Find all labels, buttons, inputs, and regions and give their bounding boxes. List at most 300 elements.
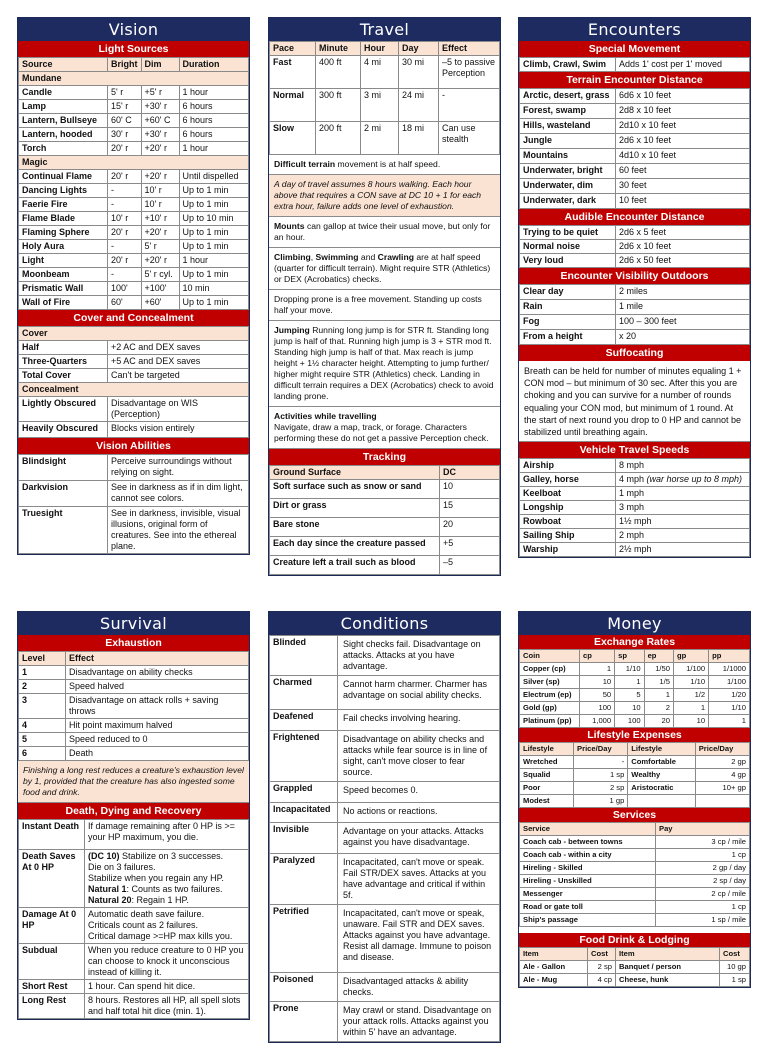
- table-cell: 2 gp / day: [656, 862, 750, 875]
- vision-abilities-table: [18, 454, 249, 554]
- table-row: [19, 455, 249, 481]
- table-cell: Up to 1 min: [179, 268, 249, 282]
- suffocating-heading: Suffocating: [519, 345, 750, 361]
- table-cell: 18 mi: [399, 122, 439, 155]
- condition-row: [270, 731, 500, 782]
- table-row: [520, 300, 750, 315]
- condition-effect: May crawl or stand. Disadvantage on your attack rolls. Attacks against you within 5' have an advantage.: [338, 1002, 500, 1042]
- cover-heading: Cover and Concealment: [18, 310, 249, 326]
- table-cell: 20' r: [108, 142, 142, 156]
- table-cell: Truesight: [19, 507, 108, 554]
- table-cell: 1 hour: [179, 142, 249, 156]
- column-header: Cost: [588, 948, 616, 961]
- table-cell: 10: [580, 676, 615, 689]
- table-row: [520, 974, 750, 987]
- category-label: Cover: [19, 327, 249, 341]
- column-header: cp: [580, 650, 615, 663]
- table-cell: Climb, Crawl, Swim: [520, 58, 616, 72]
- table-cell: 15: [440, 499, 500, 518]
- table-row: [520, 849, 750, 862]
- table-cell: 30' r: [108, 128, 142, 142]
- table-cell: Trying to be quiet: [520, 226, 616, 240]
- table-row: [520, 473, 750, 487]
- table-cell: 1 mile: [616, 300, 750, 315]
- visibility-heading: Encounter Visibility Outdoors: [519, 268, 750, 284]
- table-row: [520, 58, 750, 72]
- table-row: [520, 285, 750, 300]
- forced-march-note: A day of travel assumes 8 hours walking. Each hour above that requires a CON save at DC 10 + 1 for each extra hour, failure adds one level of exhaustion.: [269, 175, 500, 217]
- column-header: DC: [440, 466, 500, 480]
- table-cell: 60' C: [108, 114, 142, 128]
- table-cell: +60' C: [141, 114, 179, 128]
- table-cell: Squalid: [520, 769, 574, 782]
- difficult-terrain-text: Difficult terrain movement is at half speed.: [269, 155, 500, 175]
- table-cell: Disadvantage on WIS (Perception): [108, 397, 249, 422]
- table-row: [520, 663, 750, 676]
- food-heading: Food Drink & Lodging: [519, 933, 750, 947]
- table-cell: +20' r: [141, 142, 179, 156]
- death-table: [18, 819, 249, 1019]
- speed-value: 2½ mph: [619, 544, 652, 555]
- table-cell: 4: [19, 719, 66, 733]
- table-header-row: [520, 823, 750, 836]
- vision-panel: [17, 17, 250, 555]
- table-row: [520, 315, 750, 330]
- table-cell: [628, 795, 695, 808]
- condition-row: [270, 782, 500, 803]
- table-cell: 10 feet: [616, 194, 750, 209]
- cover-table: [18, 326, 249, 438]
- table-row: [520, 769, 750, 782]
- table-cell: +5: [440, 537, 500, 556]
- table-cell: +20' r: [141, 226, 179, 240]
- condition-effect: No actions or reactions.: [338, 803, 500, 823]
- table-cell: 1/5: [644, 676, 673, 689]
- condition-name: Paralyzed: [270, 854, 338, 905]
- table-row: [520, 961, 750, 974]
- table-cell: 4 mi: [361, 56, 399, 89]
- table-cell: Disadvantage on attack rolls + saving throws: [66, 694, 249, 719]
- table-cell: Clear day: [520, 285, 616, 300]
- table-cell: Hireling - Skilled: [520, 862, 656, 875]
- table-row: [270, 89, 500, 122]
- table-cell: Longship: [520, 501, 616, 515]
- table-row: [520, 689, 750, 702]
- condition-effect: Incapacitated, can't move or speak. Fail STR/DEX saves. Attacks at you have advantage and critical if within 5f.: [338, 854, 500, 905]
- table-cell: Bare stone: [270, 518, 440, 537]
- table-cell: See in darkness as if in dim light, cannot see colors.: [108, 481, 249, 507]
- table-cell: -: [439, 89, 500, 122]
- prone-text: Dropping prone is a free movement. Standing up costs half your move.: [269, 290, 500, 321]
- table-cell: Ale - Gallon: [520, 961, 588, 974]
- table-cell: +60': [141, 296, 179, 310]
- vision-abilities-heading: Vision Abilities: [18, 438, 249, 454]
- table-row: [520, 782, 750, 795]
- table-cell: Prismatic Wall: [19, 282, 108, 296]
- table-cell: Rain: [520, 300, 616, 315]
- table-cell: 2 cp / mile: [656, 888, 750, 901]
- table-cell: +30' r: [141, 100, 179, 114]
- table-cell: 4 cp: [588, 974, 616, 987]
- column-header: Item: [616, 948, 720, 961]
- table-cell: 50: [580, 689, 615, 702]
- table-cell: Each day since the creature passed: [270, 537, 440, 556]
- table-cell: Coach cab - between towns: [520, 836, 656, 849]
- table-cell: Speed halved: [66, 680, 249, 694]
- table-cell: 2 gp: [695, 756, 749, 769]
- special-movement-heading: Special Movement: [519, 41, 750, 57]
- table-cell: Death: [66, 747, 249, 761]
- table-cell: 10: [673, 715, 708, 728]
- table-cell: Dancing Lights: [19, 184, 108, 198]
- table-cell: Very loud: [520, 254, 616, 268]
- exhaustion-note: Finishing a long rest reduces a creature's exhaustion level by 1, provided that the creature has also ingested some food and drink.: [18, 761, 249, 803]
- table-cell: 2d10 x 10 feet: [616, 119, 750, 134]
- table-cell: 2d6 x 10 feet: [616, 240, 750, 254]
- table-cell: Fast: [270, 56, 316, 89]
- lifestyle-heading: Lifestyle Expenses: [519, 728, 750, 742]
- condition-row: [270, 905, 500, 973]
- table-cell: Half: [19, 341, 108, 355]
- table-cell: +10' r: [141, 212, 179, 226]
- table-cell: 1: [19, 666, 66, 680]
- table-cell: Speed reduced to 0: [66, 733, 249, 747]
- column-header: Minute: [316, 42, 361, 56]
- table-row: [19, 114, 249, 128]
- table-row: [19, 268, 249, 282]
- table-header-row: [520, 948, 750, 961]
- condition-row: [270, 854, 500, 905]
- money-panel: [518, 611, 751, 988]
- table-cell: -: [108, 184, 142, 198]
- table-cell: 6 hours: [179, 100, 249, 114]
- table-cell: Forest, swamp: [520, 104, 616, 119]
- table-cell: 20' r: [108, 170, 142, 184]
- column-header: Day: [399, 42, 439, 56]
- condition-name: Blinded: [270, 636, 338, 676]
- table-cell: Comfortable: [628, 756, 695, 769]
- damage-at-zero-row: Damage At 0 HP Automatic death save failure. Criticals count as 2 failures. Critical damage >=HP max kills you.: [19, 908, 249, 944]
- vehicle-speeds-table: [519, 458, 750, 557]
- column-header: Bright: [108, 58, 142, 72]
- short-rest-row: Short Rest 1 hour. Can spend hit dice.: [19, 980, 249, 994]
- table-cell: 20: [440, 518, 500, 537]
- conditions-table: [269, 635, 500, 1042]
- table-cell: 1/100: [709, 676, 750, 689]
- table-row: [19, 694, 249, 719]
- table-cell: Heavily Obscured: [19, 422, 108, 438]
- table-cell: Arctic, desert, grass: [520, 89, 616, 104]
- table-row: [19, 170, 249, 184]
- table-cell: 1/2: [673, 689, 708, 702]
- condition-row: [270, 823, 500, 854]
- table-cell: Disadvantage on ability checks: [66, 666, 249, 680]
- table-cell: Moonbeam: [19, 268, 108, 282]
- table-cell: 1/50: [644, 663, 673, 676]
- travel-panel: [268, 17, 501, 576]
- table-cell: 10' r: [141, 184, 179, 198]
- table-cell: Aristocratic: [628, 782, 695, 795]
- table-cell: 5: [19, 733, 66, 747]
- table-cell: 24 mi: [399, 89, 439, 122]
- table-row: [19, 666, 249, 680]
- lifestyle-table: [519, 742, 750, 808]
- speed-value: 4 mph: [619, 474, 647, 485]
- exchange-table: [519, 649, 750, 728]
- table-row: [520, 104, 750, 119]
- column-header: gp: [673, 650, 708, 663]
- table-row: [520, 795, 750, 808]
- table-cell: 100: [615, 715, 644, 728]
- table-row: [520, 543, 750, 557]
- condition-effect: Disadvantaged attacks & ability checks.: [338, 973, 500, 1002]
- table-cell: Sailing Ship: [520, 529, 616, 543]
- table-cell: 15' r: [108, 100, 142, 114]
- table-cell: +30' r: [141, 128, 179, 142]
- table-row: [19, 240, 249, 254]
- table-cell: Wretched: [520, 756, 574, 769]
- category-row: [19, 327, 249, 341]
- table-cell: Perceive surroundings without relying on sight.: [108, 455, 249, 481]
- table-row: [270, 122, 500, 155]
- table-cell: Continual Flame: [19, 170, 108, 184]
- table-cell: +2 AC and DEX saves: [108, 341, 249, 355]
- table-cell: 1/10: [615, 663, 644, 676]
- services-table: [519, 822, 750, 927]
- light-sources-heading: Light Sources: [18, 41, 249, 57]
- jumping-text: Jumping Running long jump is for STR ft. Standing long jump is half of that. Running high jump is 3 + STR mod ft. Standing high jump is half of that. Max reach is jump height + 1½ character height. Attempting to jump further/ higher might require STR (Athletics) check. Landing in difficult terrain requires a DEX (Acrobatics) check to avoid landing prone.: [269, 321, 500, 407]
- table-cell: Fog: [520, 315, 616, 330]
- table-row: [520, 89, 750, 104]
- column-header: sp: [615, 650, 644, 663]
- table-cell: 10+ gp: [695, 782, 749, 795]
- table-cell: [695, 795, 749, 808]
- table-cell: Wealthy: [628, 769, 695, 782]
- table-cell: -: [108, 198, 142, 212]
- pace-table: [269, 41, 500, 155]
- table-row: [19, 226, 249, 240]
- table-row: [19, 369, 249, 383]
- condition-name: Poisoned: [270, 973, 338, 1002]
- special-movement-table: [519, 57, 750, 72]
- table-cell: Holy Aura: [19, 240, 108, 254]
- money-title: Money: [519, 612, 750, 635]
- condition-row: [270, 973, 500, 1002]
- table-cell: Modest: [520, 795, 574, 808]
- table-cell: +20' r: [141, 170, 179, 184]
- table-row: [19, 86, 249, 100]
- table-cell: 1/100: [673, 663, 708, 676]
- condition-name: Grappled: [270, 782, 338, 803]
- audible-distance-table: [519, 225, 750, 268]
- column-header: Lifestyle: [520, 743, 574, 756]
- table-cell: 6 hours: [179, 114, 249, 128]
- table-cell: Underwater, bright: [520, 164, 616, 179]
- table-row: [19, 198, 249, 212]
- table-row: [520, 149, 750, 164]
- category-row: [19, 156, 249, 170]
- condition-name: Invisible: [270, 823, 338, 854]
- table-row: [520, 459, 750, 473]
- table-row: [19, 184, 249, 198]
- table-cell: Ale - Mug: [520, 974, 588, 987]
- table-cell: See in darkness, invisible, visual illusions, original form of creatures. See into the ethereal plane.: [108, 507, 249, 554]
- table-cell: Faerie Fire: [19, 198, 108, 212]
- table-cell: 2d6 x 10 feet: [616, 134, 750, 149]
- table-cell: Up to 1 min: [179, 198, 249, 212]
- table-row: [520, 715, 750, 728]
- table-row: [520, 756, 750, 769]
- table-cell: 2 sp: [588, 961, 616, 974]
- table-row: [19, 481, 249, 507]
- table-cell: 100: [580, 702, 615, 715]
- table-cell: Road or gate toll: [520, 901, 656, 914]
- table-cell: 10 min: [179, 282, 249, 296]
- table-cell: 100 – 300 feet: [616, 315, 750, 330]
- table-cell: Keelboat: [520, 487, 616, 501]
- table-cell: 1: [580, 663, 615, 676]
- column-header: Pace: [270, 42, 316, 56]
- table-cell: Flame Blade: [19, 212, 108, 226]
- table-cell: 4d10 x 10 feet: [616, 149, 750, 164]
- table-cell: Up to 1 min: [179, 240, 249, 254]
- table-cell: [616, 501, 750, 515]
- mounts-text: Mounts can gallop at twice their usual move, but only for an hour.: [269, 217, 500, 248]
- table-cell: Copper (cp): [520, 663, 580, 676]
- table-cell: 60': [108, 296, 142, 310]
- table-cell: 3 cp / mile: [656, 836, 750, 849]
- table-cell: -: [108, 268, 142, 282]
- terrain-distance-heading: Terrain Encounter Distance: [519, 72, 750, 88]
- suffocating-text: Breath can be held for number of minutes equaling 1 + CON mod – but minimum of 30 sec. After this you are choking and you can survive for a number of rounds equaling your CON mod, but minimum of 1 round. At the start of next round you drop to 0 HP and cannot be stabilized until breathing again.: [519, 361, 750, 442]
- table-cell: Electrum (ep): [520, 689, 580, 702]
- table-cell: 200 ft: [316, 122, 361, 155]
- speed-value: 3 mph: [619, 502, 645, 513]
- table-cell: 2d6 x 50 feet: [616, 254, 750, 268]
- survival-title: Survival: [18, 612, 249, 635]
- table-cell: Gold (gp): [520, 702, 580, 715]
- exchange-heading: Exchange Rates: [519, 635, 750, 649]
- table-cell: Mountains: [520, 149, 616, 164]
- column-header: Level: [19, 652, 66, 666]
- table-row: [19, 733, 249, 747]
- condition-name: Prone: [270, 1002, 338, 1042]
- category-row: [19, 383, 249, 397]
- table-cell: Up to 1 min: [179, 226, 249, 240]
- table-cell: Three-Quarters: [19, 355, 108, 369]
- table-cell: 5' r: [108, 86, 142, 100]
- table-cell: 10' r: [108, 212, 142, 226]
- table-row: [520, 226, 750, 240]
- column-header: Coin: [520, 650, 580, 663]
- table-cell: Warship: [520, 543, 616, 557]
- condition-effect: Speed becomes 0.: [338, 782, 500, 803]
- table-cell: 1 sp: [720, 974, 750, 987]
- table-cell: [616, 487, 750, 501]
- condition-row: [270, 803, 500, 823]
- food-table: [519, 947, 750, 987]
- table-header-row: [270, 466, 500, 480]
- condition-row: [270, 710, 500, 731]
- table-cell: 2 sp: [574, 782, 628, 795]
- table-cell: Airship: [520, 459, 616, 473]
- table-cell: 10' r: [141, 198, 179, 212]
- table-row: [19, 282, 249, 296]
- services-heading: Services: [519, 808, 750, 822]
- condition-effect: Advantage on your attacks. Attacks against you have disadvantage.: [338, 823, 500, 854]
- table-cell: 4 gp: [695, 769, 749, 782]
- table-cell: [616, 459, 750, 473]
- column-header: ep: [644, 650, 673, 663]
- category-label: Concealment: [19, 383, 249, 397]
- table-cell: 2d6 x 5 feet: [616, 226, 750, 240]
- long-rest-row: Long Rest 8 hours. Restores all HP, all spell slots and half total hit dice (min. 1).: [19, 994, 249, 1019]
- table-cell: Total Cover: [19, 369, 108, 383]
- table-row: [19, 296, 249, 310]
- table-cell: 5' r cyl.: [141, 268, 179, 282]
- table-cell: Coach cab - within a city: [520, 849, 656, 862]
- table-row: [520, 501, 750, 515]
- column-header: Price/Day: [695, 743, 749, 756]
- table-cell: 10 gp: [720, 961, 750, 974]
- conditions-panel: [268, 611, 501, 1043]
- table-cell: Rowboat: [520, 515, 616, 529]
- table-cell: Hireling - Unskilled: [520, 875, 656, 888]
- table-cell: +5 AC and DEX saves: [108, 355, 249, 369]
- table-cell: -: [108, 240, 142, 254]
- category-label: Mundane: [19, 72, 249, 86]
- condition-name: Deafened: [270, 710, 338, 731]
- table-cell: +20' r: [141, 254, 179, 268]
- table-cell: Hills, wasteland: [520, 119, 616, 134]
- table-cell: Wall of Fire: [19, 296, 108, 310]
- table-header-row: [520, 743, 750, 756]
- table-cell: 1: [615, 676, 644, 689]
- table-cell: Blindsight: [19, 455, 108, 481]
- table-header-row: [19, 58, 249, 72]
- table-cell: 1/10: [673, 676, 708, 689]
- table-cell: Until dispelled: [179, 170, 249, 184]
- table-cell: 400 ft: [316, 56, 361, 89]
- table-cell: 2d8 x 10 feet: [616, 104, 750, 119]
- condition-row: [270, 1002, 500, 1042]
- table-cell: –5 to passive Perception: [439, 56, 500, 89]
- table-row: [19, 397, 249, 422]
- table-cell: Ship's passage: [520, 914, 656, 927]
- table-row: [19, 719, 249, 733]
- table-cell: 1/10: [709, 702, 750, 715]
- light-sources-table: [18, 57, 249, 310]
- table-row: [19, 507, 249, 554]
- table-row: [520, 875, 750, 888]
- table-cell: 1 sp / mile: [656, 914, 750, 927]
- table-row: [520, 134, 750, 149]
- speed-value: 1 mph: [619, 488, 645, 499]
- speed-value: 1½ mph: [619, 516, 652, 527]
- table-row: [520, 194, 750, 209]
- column-header: Lifestyle: [628, 743, 695, 756]
- encounters-title: Encounters: [519, 18, 750, 41]
- climbing-text: Climbing, Swimming and Crawling are at half speed (quarter for difficult terrain). Might require STR (Athletics) or DEX (Acrobatics) checks.: [269, 248, 500, 290]
- table-cell: +5' r: [141, 86, 179, 100]
- table-row: [19, 142, 249, 156]
- condition-row: [270, 636, 500, 676]
- table-header-row: [19, 652, 249, 666]
- table-cell: 3 mi: [361, 89, 399, 122]
- table-cell: 2: [19, 680, 66, 694]
- table-cell: Slow: [270, 122, 316, 155]
- table-cell: 30 feet: [616, 179, 750, 194]
